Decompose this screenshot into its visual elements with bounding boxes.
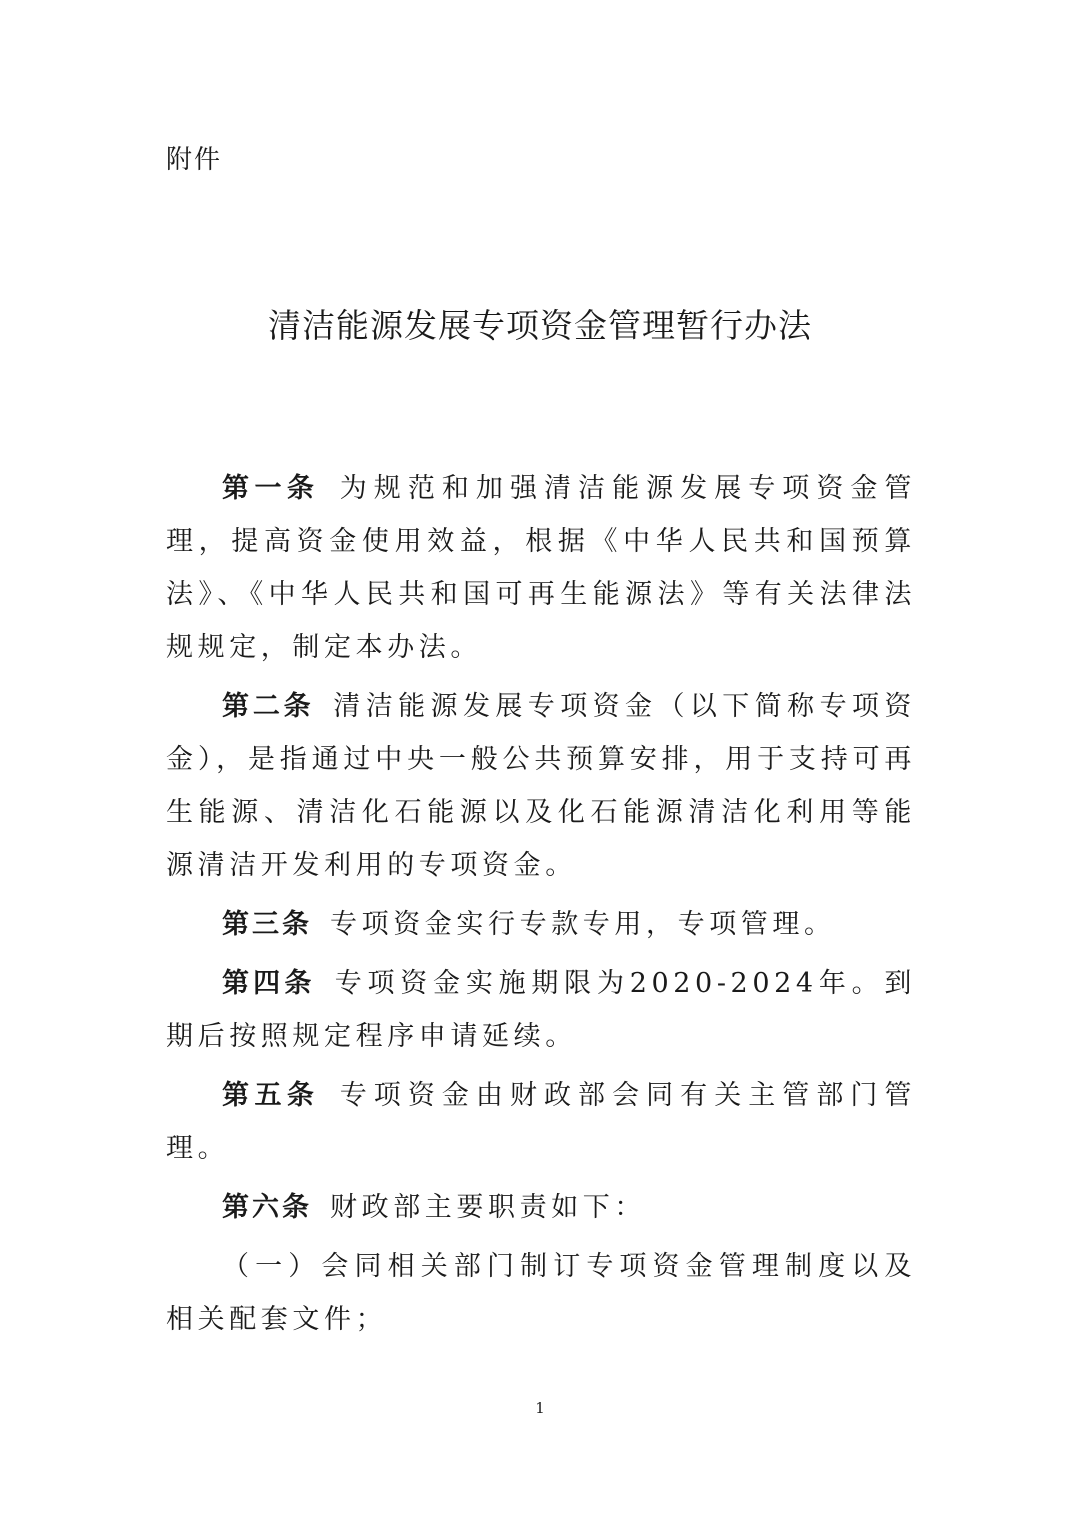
article-text: 清洁能源发展专项资金（以下简称专项资金），是指通过中央一般公共预算安排，用于支持可再生能源、清洁化石能源以及化石能源清洁化利用等能源清洁开发利用的专项资金。 (166, 691, 916, 881)
article-4 (166, 957, 916, 1063)
article-3 (166, 898, 916, 951)
article-5 (166, 1069, 916, 1175)
article-2 (166, 680, 916, 892)
document-title: 清洁能源发展专项资金管理暂行办法 (268, 306, 812, 345)
article-text: 专项资金实施期限为2020-2024年。到期后按照规定程序申请延续。 (166, 968, 917, 1052)
article-label: 第二条 (222, 691, 315, 722)
article-text: 专项资金实行专款专用，专项管理。 (330, 909, 836, 940)
list-item-text: （一）会同相关部门制订专项资金管理制度以及相关配套文件； (166, 1251, 916, 1335)
article-label: 第一条 (222, 473, 320, 504)
attachment-label: 附件 (166, 145, 223, 175)
article-6 (166, 1181, 916, 1234)
article-6-item-1 (166, 1240, 916, 1346)
article-text: 为规范和加强清洁能源发展专项资金管理，提高资金使用效益，根据《中华人民共和国预算法》、《中华人民共和国可再生能源法》等有关法律法规规定，制定本办法。 (166, 473, 917, 663)
page-number: 1 (535, 1399, 545, 1417)
article-text: 专项资金由财政部会同有关主管部门管理。 (166, 1080, 917, 1164)
article-label: 第五条 (222, 1080, 320, 1111)
article-1 (166, 462, 916, 674)
article-label: 第三条 (222, 909, 312, 940)
document-body (166, 462, 916, 1352)
article-label: 第六条 (222, 1192, 312, 1223)
article-text: 财政部主要职责如下： (330, 1192, 646, 1223)
article-label: 第四条 (222, 968, 316, 999)
